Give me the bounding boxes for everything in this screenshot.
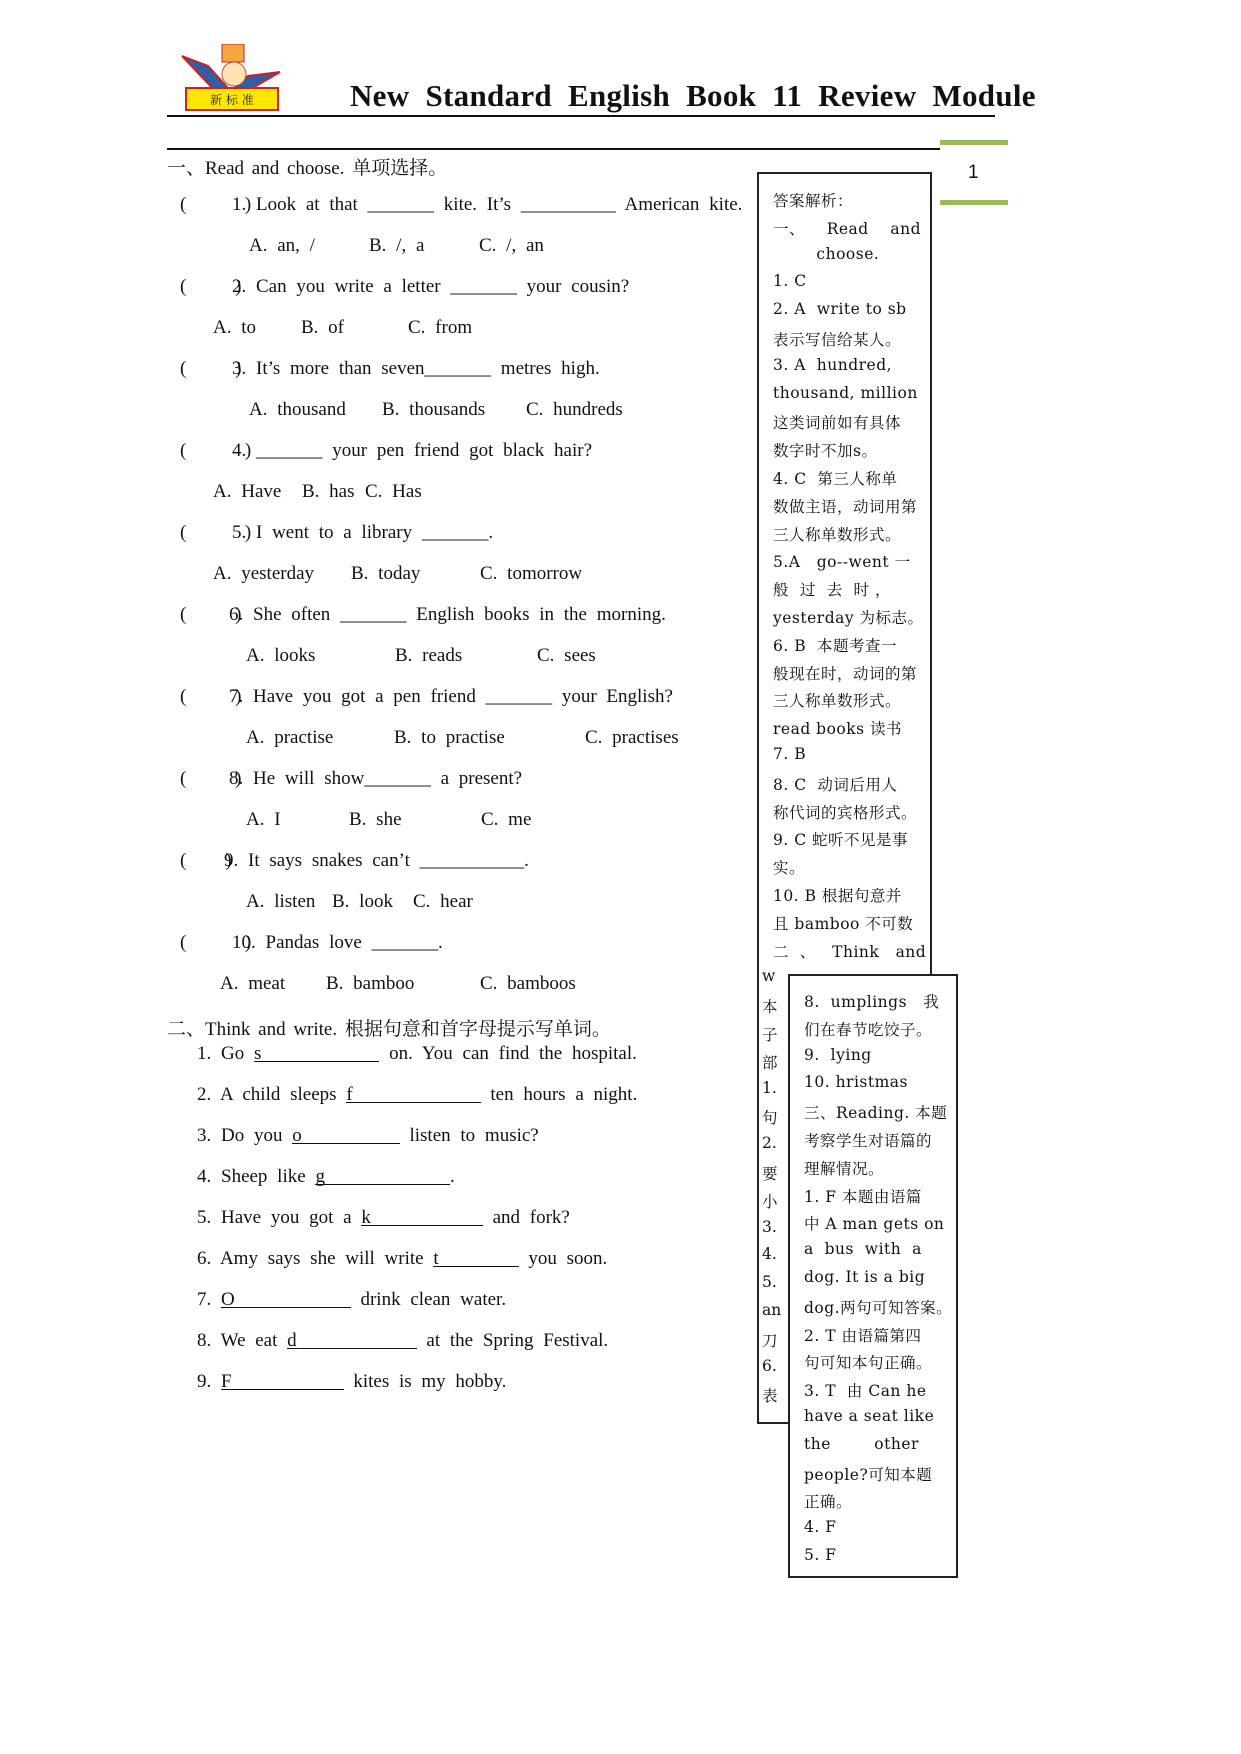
question-stem: 1. Look at that _______ kite. It’s __________ American kite. — [232, 194, 743, 215]
answer-line: 8. umplings 我 — [804, 993, 940, 1011]
question-option: C. /, an — [479, 235, 544, 256]
question-option: B. of — [301, 317, 344, 338]
answer-line: 这类词前如有具体 — [773, 414, 902, 433]
answer-blank[interactable] — [292, 1125, 400, 1144]
fill-in-item — [197, 1207, 570, 1229]
answer-line: 4. — [762, 1245, 777, 1264]
question-option: B. has — [302, 481, 355, 502]
answer-line: 5. F — [804, 1546, 837, 1564]
fill-in-item — [197, 1248, 607, 1270]
answer-line: read books 读书 — [773, 720, 903, 739]
document-title: New Standard English Book 11 Review Module — [350, 78, 1036, 113]
answer-line: 3. — [762, 1217, 777, 1236]
item-suffix: ten hours a night. — [480, 1084, 638, 1105]
answer-line: 们在春节吃饺子。 — [804, 1020, 933, 1039]
question-stem: 6. She often _______ English books in the morning. — [229, 604, 666, 625]
answer-line: 表 — [762, 1387, 778, 1406]
question-option: B. today — [351, 563, 421, 584]
page-number: 1 — [968, 162, 979, 183]
answer-blank[interactable] — [361, 1207, 483, 1226]
question-stem: 5. I went to a library _______. — [232, 522, 494, 543]
answer-line: 9. lying — [804, 1045, 872, 1064]
answer-line: 正确。 — [804, 1493, 853, 1512]
answer-line: 4. C 第三人称单 — [773, 470, 898, 488]
question-option: A. Have — [213, 481, 282, 502]
answer-line: 小 — [762, 1192, 778, 1211]
answer-line: 5. — [762, 1273, 777, 1292]
answer-line: 考察学生对语篇的 — [804, 1132, 933, 1150]
question-stem: 3. It’s more than seven_______ metres high. — [232, 358, 600, 379]
answer-line: 5.A go--went 一 — [773, 553, 911, 572]
answer-line: 句可知本句正确。 — [804, 1354, 933, 1373]
answer-line: 2. — [762, 1134, 777, 1153]
answer-line: 8. C 动词后用人 — [773, 775, 898, 794]
question-stem: 2. Can you write a letter _______ your cousin? — [232, 276, 630, 297]
question-option: B. look — [332, 891, 393, 912]
question-option: A. listen — [246, 891, 316, 912]
content-rule — [167, 148, 940, 150]
hint-letter: g — [315, 1166, 325, 1187]
answer-line: 本 — [762, 998, 778, 1017]
answer-line: 1. — [762, 1078, 777, 1097]
answer-line: yesterday 为标志。 — [773, 609, 924, 627]
item-suffix: drink clean water. — [350, 1289, 507, 1310]
answer-line: 一、 Read and — [773, 219, 922, 238]
question-paren: ( ) — [180, 522, 252, 543]
question-stem: 8. He will show_______ a present? — [229, 768, 523, 789]
answer-line: 三、Reading. 本题 — [804, 1104, 948, 1123]
question-paren: ( ) — [180, 358, 242, 379]
answer-line: 数做主语，动词用第 — [773, 497, 918, 516]
answer-line: 7. B — [773, 745, 807, 763]
answer-line: 三人称单数形式。 — [773, 692, 902, 711]
question-option: C. bamboos — [480, 973, 576, 994]
question-option: B. reads — [395, 645, 463, 666]
question-option: C. tomorrow — [480, 563, 583, 584]
question-paren: ( ) — [180, 276, 242, 297]
answer-line: 1. C — [773, 272, 807, 291]
answer-line: 理解情况。 — [804, 1159, 885, 1178]
answer-line: 2. A write to sb — [773, 300, 907, 319]
question-option: C. hear — [413, 891, 473, 912]
question-option: B. she — [349, 809, 402, 830]
answer-line: 4. F — [804, 1518, 837, 1537]
question-option: A. looks — [246, 645, 316, 666]
answer-line: people?可知本题 — [804, 1465, 933, 1484]
answer-line: 3. A hundred, — [773, 355, 893, 374]
question-paren: ( ) — [180, 440, 252, 461]
item-prefix: 6. Amy says she will write — [197, 1248, 434, 1269]
question-paren: ( ) — [180, 850, 232, 871]
item-suffix: . — [449, 1166, 455, 1187]
answer-line: 10. B 根据句意并 — [773, 887, 902, 905]
question-option: A. I — [246, 809, 281, 830]
question-option: C. practises — [585, 727, 679, 748]
answer-line: 表示写信给某人。 — [773, 331, 902, 349]
item-suffix: and fork? — [482, 1207, 570, 1228]
question-stem: 9. It says snakes can’t ___________. — [224, 850, 529, 871]
item-prefix: 1. Go — [197, 1043, 254, 1064]
question-paren: ( ) — [180, 932, 252, 953]
question-option: C. me — [481, 809, 532, 830]
answer-line: choose. — [773, 244, 880, 263]
answer-blank[interactable] — [346, 1084, 480, 1103]
answer-line: 要 — [762, 1165, 778, 1183]
answer-blank[interactable] — [433, 1248, 518, 1267]
item-prefix: 5. Have you got a — [197, 1207, 362, 1228]
question-option: B. thousands — [382, 399, 486, 420]
item-suffix: you soon. — [518, 1248, 608, 1269]
answer-line: 且 bamboo 不可数 — [773, 914, 914, 933]
answer-line: 6. B 本题考查一 — [773, 636, 897, 655]
question-stem: 4. _______ your pen friend got black hair? — [232, 440, 593, 461]
answer-line: 实。 — [773, 859, 806, 878]
item-suffix: listen to music? — [399, 1125, 539, 1146]
answer-line: 句 — [762, 1109, 778, 1128]
answer-blank[interactable] — [254, 1043, 379, 1062]
hint-letter: f — [346, 1084, 353, 1105]
answer-line: 部 — [762, 1053, 778, 1072]
question-paren: ( ) — [180, 604, 242, 625]
answer-blank[interactable] — [221, 1371, 344, 1390]
question-option: A. an, / — [249, 235, 315, 256]
fill-in-item — [197, 1371, 506, 1393]
question-option: C. sees — [537, 645, 596, 666]
answer-line: dog.两句可知答案。 — [804, 1298, 953, 1317]
answer-line: an — [762, 1301, 782, 1319]
green-bar-top — [940, 140, 1008, 145]
question-option: A. yesterday — [213, 563, 315, 584]
hint-letter: k — [361, 1207, 371, 1228]
part1-heading: 一、Read and choose. 单项选择。 — [167, 158, 448, 179]
question-option: C. from — [408, 317, 473, 338]
hint-letter: o — [292, 1125, 302, 1146]
hint-letter: d — [287, 1330, 297, 1351]
item-suffix: at the Spring Festival. — [416, 1330, 609, 1351]
item-prefix: 2. A child sleeps — [197, 1084, 347, 1105]
fill-in-item — [197, 1289, 506, 1311]
answer-line: 数字时不加s。 — [773, 442, 878, 461]
answer-line: 3. T 由 Can he — [804, 1382, 927, 1401]
header-rule — [167, 115, 995, 117]
item-suffix: kites is my hobby. — [343, 1371, 507, 1392]
hint-letter: s — [253, 1043, 262, 1064]
item-prefix: 8. We eat — [197, 1330, 288, 1351]
publisher-logo — [178, 44, 284, 112]
answer-line: 6. — [762, 1356, 777, 1375]
answer-blank[interactable] — [221, 1289, 351, 1308]
question-option: B. /, a — [369, 235, 425, 256]
question-paren: ( ) — [180, 686, 242, 707]
answer-blank[interactable] — [287, 1330, 417, 1349]
fill-in-item — [197, 1330, 608, 1352]
answer-line: w — [762, 967, 776, 986]
answer-box-2 — [788, 974, 958, 1578]
fill-in-item — [197, 1125, 539, 1147]
item-prefix: 3. Do you — [197, 1125, 293, 1146]
hint-letter: O — [221, 1289, 235, 1310]
question-option: A. thousand — [249, 399, 346, 420]
question-option: B. to practise — [394, 727, 505, 748]
answer-line: 10. hristmas — [804, 1073, 909, 1092]
answer-line: 9. C 蛇听不见是事 — [773, 831, 909, 850]
answer-line: 刀 — [762, 1331, 778, 1350]
question-option: A. to — [213, 317, 256, 338]
item-prefix: 9. — [197, 1371, 221, 1392]
answer-line: the other — [804, 1434, 919, 1453]
answer-line: have a seat like — [804, 1407, 935, 1425]
answer-line: thousand, million — [773, 383, 918, 402]
item-prefix: 7. — [197, 1289, 221, 1310]
hint-letter: F — [221, 1371, 232, 1392]
green-bar-bottom — [940, 200, 1008, 205]
question-option: C. hundreds — [526, 399, 623, 420]
answer-line: 称代词的宾格形式。 — [773, 803, 918, 822]
fill-in-item — [197, 1043, 637, 1065]
fill-in-item — [197, 1084, 637, 1106]
svg-text:新 标 准: 新 标 准 — [210, 93, 254, 107]
answer-line: 般 过 去 时 ， — [773, 581, 891, 600]
answer-line: 答案解析： — [773, 192, 854, 210]
question-option: A. meat — [220, 973, 286, 994]
question-stem: 10. Pandas love _______. — [232, 932, 443, 953]
question-option: B. bamboo — [326, 973, 415, 994]
question-option: C. Has — [365, 481, 422, 502]
part2-heading: 二、Think and write. 根据句意和首字母提示写单词。 — [167, 1019, 611, 1040]
hint-letter: t — [433, 1248, 439, 1269]
answer-line: 中 A man gets on — [804, 1215, 945, 1234]
question-paren: ( ) — [180, 768, 242, 789]
item-prefix: 4. Sheep like — [197, 1166, 316, 1187]
answer-line: a bus with a — [804, 1240, 922, 1259]
question-stem: 7. Have you got a pen friend _______ your English? — [229, 686, 673, 707]
answer-blank[interactable] — [315, 1166, 450, 1185]
answer-line: 二 、 Think and — [773, 942, 927, 961]
answer-line: 般现在时，动词的第 — [773, 664, 918, 683]
answer-line: 2. T 由语篇第四 — [804, 1326, 922, 1345]
item-suffix: on. You can find the hospital. — [379, 1043, 637, 1064]
question-paren: ( ) — [180, 194, 252, 215]
answer-line: 子 — [762, 1026, 778, 1044]
fill-in-item — [197, 1166, 455, 1188]
answer-line: 1. F 本题由语篇 — [804, 1187, 922, 1206]
answer-line: 三人称单数形式。 — [773, 525, 902, 544]
answer-line: dog. It is a big — [804, 1268, 926, 1286]
question-option: A. practise — [246, 727, 334, 748]
